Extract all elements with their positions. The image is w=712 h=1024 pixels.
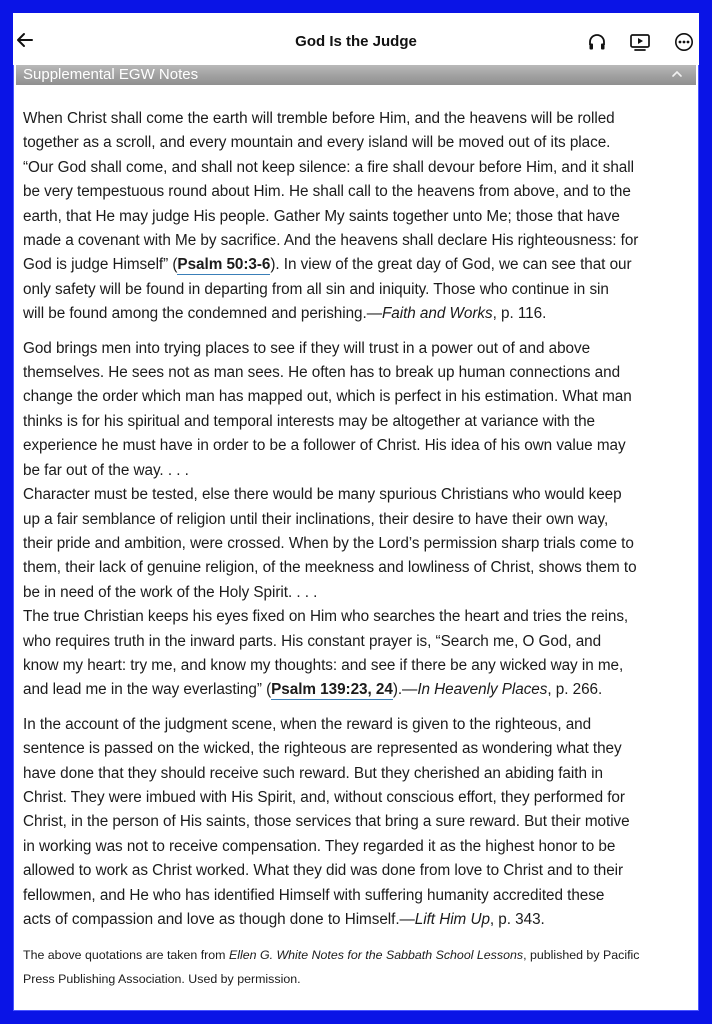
text-line: up a fair semblance of religion until their inclinations, their desire to have their own way, [23, 510, 609, 528]
text-line: God brings men into trying places to see if they will trust in a power out of and above [23, 339, 591, 357]
section-title: Supplemental EGW Notes [23, 66, 199, 83]
text-line: fellowmen, and He who has identified Himself with suffering humanity accredited these [23, 886, 605, 904]
text-line [23, 678, 691, 702]
text-segment: ).— [392, 681, 418, 699]
text-line: made a covenant with Me by sacrifice. And the heavens shall declare His righteousness: for [23, 232, 639, 250]
text-line [23, 908, 691, 932]
text-segment: , p. 116. [492, 305, 547, 323]
text-segment: will be found among the condemned and perishing.— [23, 305, 382, 323]
permission-footnote [23, 944, 691, 991]
source-citation: Lift Him Up [414, 911, 490, 928]
text-line: thinks is for his spiritual and temporal interests may be altogether at variance with the [23, 412, 596, 430]
collapse-button[interactable] [670, 67, 684, 81]
video-button[interactable] [629, 31, 651, 53]
text-line [23, 944, 691, 968]
text-line: have done that they should receive such reward. But they cherished an abiding faith in [23, 764, 603, 782]
app-frame [13, 13, 699, 1011]
scripture-link-psalm-139[interactable]: Psalm 139:23, 24 [271, 681, 393, 699]
paragraph-2 [23, 337, 691, 703]
text-line: Christ. They were imbued with His Spirit, and, without conscious effort, they performed for [23, 788, 625, 806]
text-line: In the account of the judgment scene, when the reward is given to the righteous, and [23, 715, 592, 733]
text-segment: , p. 343. [489, 911, 545, 928]
text-line [23, 253, 691, 277]
text-line: sentence is passed on the wicked, the righteous are represented as wondering what they [23, 740, 622, 758]
text-line: The true Christian keeps his eyes fixed on Him who searches the heart and tries the reins, [23, 608, 629, 626]
notes-content [23, 107, 691, 991]
chevron-up-icon [671, 70, 683, 78]
paragraph-1 [23, 107, 691, 327]
section-header[interactable] [16, 65, 696, 85]
text-line: be in need of the work of the Holy Spirit. . . . [23, 583, 318, 601]
more-options-icon [674, 32, 694, 52]
text-segment: , p. 266. [547, 681, 603, 699]
source-citation: Faith and Works [381, 305, 493, 323]
text-line: be very tempestuous round about Him. He shall call to the heavens from above, and to the [23, 183, 631, 201]
text-segment: and lead me in the way everlasting” ( [23, 681, 272, 699]
text-line: earth, that He may judge His people. Gather My saints together unto Me; those that have [23, 207, 620, 225]
text-line: only safety will be found in departing from all sin and iniquity. Those who continue in sin [23, 280, 609, 298]
text-line: who requires truth in the inward parts. His constant prayer is, “Search me, O God, and [23, 632, 602, 650]
text-line: themselves. He sees not as man sees. He often has to break up human connections and [23, 364, 621, 382]
text-line: be far out of the way. . . . [23, 461, 189, 479]
more-options-button[interactable] [673, 31, 695, 53]
audio-button[interactable] [586, 31, 608, 53]
text-line: Press Publishing Association. Used by permission. [23, 971, 301, 986]
top-bar [13, 13, 699, 65]
text-line: When Christ shall come the earth will tremble before Him, and the heavens will be rolled [23, 110, 615, 127]
play-video-icon [629, 32, 651, 52]
text-segment: God is judge Himself” ( [23, 256, 178, 274]
text-line: know my heart: try me, and know my thoughts: and see if there be any wicked way in me, [23, 656, 624, 674]
text-segment: acts of compassion and love as though done to Himself.— [23, 911, 415, 928]
text-line: “Our God shall come, and shall not keep silence: a fire shall devour before Him, and it shall [23, 158, 634, 176]
text-line: their pride and ambition, were crossed. When by the Lord’s permission sharp trials come to [23, 534, 634, 552]
text-line: Christ, in the person of His saints, those services that bring a sure reward. But their motive [23, 813, 630, 831]
text-line [23, 302, 691, 326]
source-citation: Ellen G. White Notes for the Sabbath School Lessons [228, 948, 524, 963]
text-line: them, their lack of genuine religion, of the meekness and lowliness of Christ, shows them to [23, 559, 637, 577]
text-segment: The above quotations are taken from [23, 948, 229, 963]
text-line: Character must be tested, else there would be many spurious Christians who would keep [23, 486, 622, 504]
text-line: together as a scroll, and every mountain and every island will be moved out of its place. [23, 134, 611, 152]
page-title: God Is the Judge [295, 33, 417, 50]
headphones-icon [587, 32, 607, 52]
scripture-link-psalm-50[interactable]: Psalm 50:3-6 [177, 256, 271, 274]
text-segment: , published by Pacific [523, 948, 640, 963]
text-line: allowed to work as Christ worked. What they did was done from love to Christ and to their [23, 862, 624, 880]
text-line: experience he must have in order to be a follower of Christ. His idea of his own value may [23, 437, 626, 455]
paragraph-3 [23, 713, 691, 933]
text-line: change the order which man has mapped out, which is perfect in his estimation. What man [23, 388, 632, 406]
source-citation: In Heavenly Places [417, 681, 548, 699]
text-line: in working was not to receive compensation. They regarded it as the highest honor to be [23, 837, 616, 855]
text-segment: ). In view of the great day of God, we can see that our [270, 256, 632, 274]
